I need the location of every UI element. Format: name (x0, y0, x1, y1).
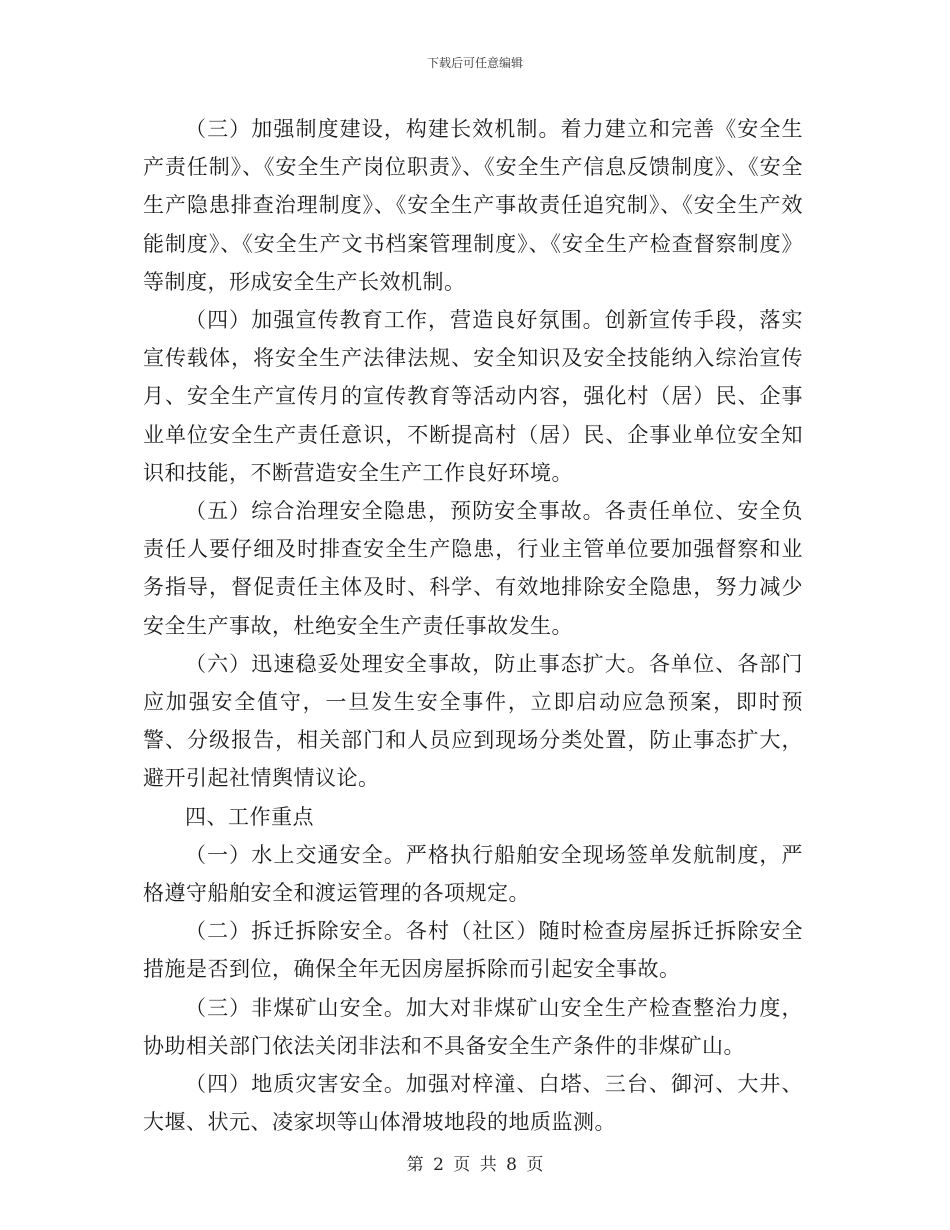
paragraph-system-building: （三）加强制度建设，构建长效机制。着力建立和完善《安全生产责任制》、《安全生产岗位职责》、《安全生产信息反馈制度》、《安全生产隐患排查治理制度》、《安全生产事故责任追究制》、《安全生产效能制度》、《安全生产文书档案管理制度》、《安全生产检查督察制度》等制度，形成安全生产长效机制。 (143, 117, 803, 294)
paragraph-accident-handling: （六）迅速稳妥处理安全事故，防止事态扩大。各单位、各部门应加强安全值守，一旦发生安全事件，立即启动应急预案，即时预警、分级报告，相关部门和人员应到现场分类处置，防止事态扩大，避开引起社情舆情议论。 (143, 651, 803, 791)
page-number: 第 2 页 共 8 页 (406, 1155, 544, 1175)
paragraph-hazard-governance: （五）综合治理安全隐患，预防安全事故。各责任单位、安全负责任人要仔细及时排查安全生产隐患，行业主管单位要加强督察和业务指导，督促责任主体及时、科学、有效地排除安全隐患，努力减少安全生产事故，杜绝安全生产责任事故发生。 (143, 499, 803, 638)
document-body (143, 110, 803, 1141)
section-heading-work-focus: 四、工作重点 (185, 804, 314, 829)
paragraph-publicity-education: （四）加强宣传教育工作，营造良好氛围。创新宣传手段，落实宣传载体，将安全生产法律法规、安全知识及安全技能纳入综治宣传月、安全生产宣传月的宣传教育等活动内容，强化村（居）民、企事业单位安全生产责任意识，不断提高村（居）民、企事业单位安全知识和技能，不断营造安全生产工作良好环境。 (143, 308, 803, 485)
paragraph-non-coal-mine: （三）非煤矿山安全。加大对非煤矿山安全生产检查整治力度，协助相关部门依法关闭非法和不具备安全生产条件的非煤矿山。 (143, 995, 803, 1058)
paragraph-geological-hazard: （四）地质灾害安全。加强对梓潼、白塔、三台、御河、大井、大堰、状元、凌家坝等山体滑坡地段的地质监测。 (143, 1072, 803, 1135)
paragraph-demolition: （二）拆迁拆除安全。各村（社区）随时检查房屋拆迁拆除安全措施是否到位，确保全年无因房屋拆除而引起安全事故。 (143, 919, 803, 982)
header-note: 下载后可任意编辑 (426, 56, 523, 70)
paragraph-water-traffic: （一）水上交通安全。严格执行船舶安全现场签单发航制度，严格遵守船舶安全和渡运管理的各项规定。 (143, 842, 803, 906)
